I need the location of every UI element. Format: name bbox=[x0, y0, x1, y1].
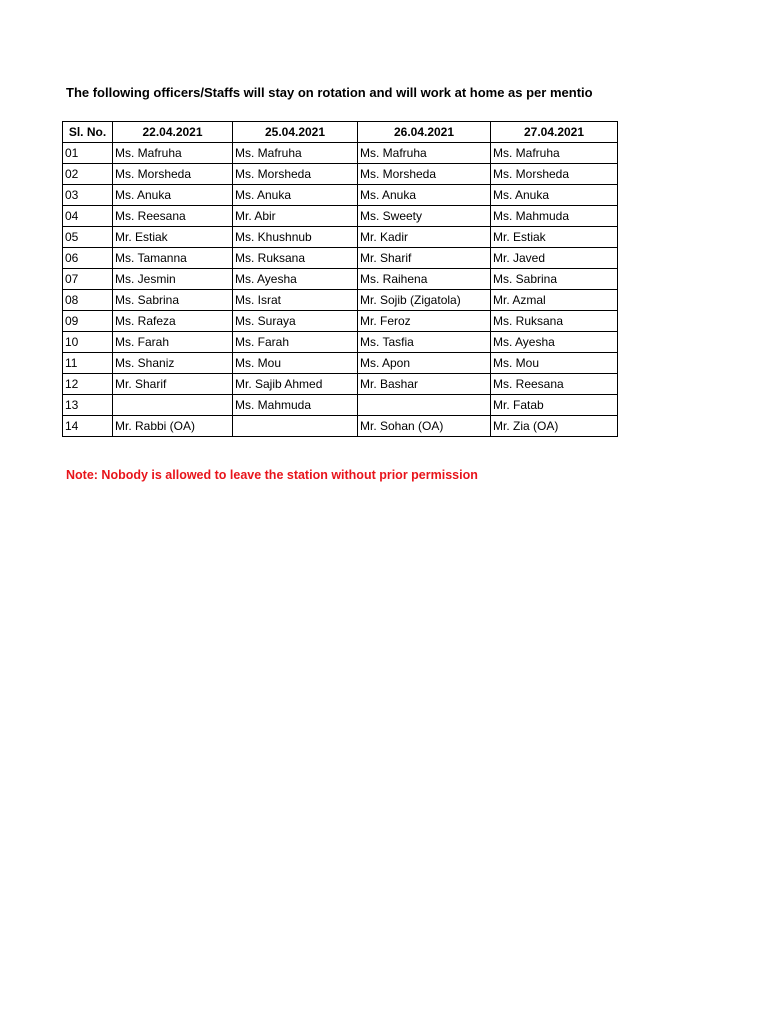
staff-name-cell: Ms. Reesana bbox=[113, 206, 233, 227]
table-row bbox=[63, 206, 618, 227]
staff-name-cell: Mr. Javed bbox=[491, 248, 618, 269]
staff-name-cell: Ms. Sweety bbox=[358, 206, 491, 227]
staff-name-cell: Ms. Ayesha bbox=[233, 269, 358, 290]
staff-name-cell: Mr. Sajib Ahmed bbox=[233, 374, 358, 395]
column-header-date: 25.04.2021 bbox=[233, 122, 358, 143]
staff-name-cell: Ms. Anuka bbox=[233, 185, 358, 206]
staff-name-cell: Mr. Feroz bbox=[358, 311, 491, 332]
serial-number-cell: 13 bbox=[63, 395, 113, 416]
staff-name-cell: Mr. Sharif bbox=[358, 248, 491, 269]
staff-name-cell bbox=[113, 395, 233, 416]
staff-name-cell: Ms. Mahmuda bbox=[491, 206, 618, 227]
staff-name-cell: Ms. Morsheda bbox=[358, 164, 491, 185]
staff-name-cell: Ms. Mafruha bbox=[358, 143, 491, 164]
staff-name-cell: Ms. Israt bbox=[233, 290, 358, 311]
staff-name-cell: Mr. Bashar bbox=[358, 374, 491, 395]
staff-name-cell: Mr. Fatab bbox=[491, 395, 618, 416]
staff-name-cell bbox=[358, 395, 491, 416]
staff-name-cell: Ms. Raihena bbox=[358, 269, 491, 290]
staff-name-cell: Ms. Farah bbox=[233, 332, 358, 353]
staff-name-cell: Ms. Apon bbox=[358, 353, 491, 374]
serial-number-cell: 02 bbox=[63, 164, 113, 185]
table-row bbox=[63, 353, 618, 374]
serial-number-cell: 07 bbox=[63, 269, 113, 290]
staff-name-cell: Mr. Azmal bbox=[491, 290, 618, 311]
staff-name-cell: Ms. Anuka bbox=[113, 185, 233, 206]
staff-name-cell: Ms. Morsheda bbox=[113, 164, 233, 185]
staff-name-cell: Mr. Estiak bbox=[491, 227, 618, 248]
staff-name-cell: Ms. Morsheda bbox=[233, 164, 358, 185]
table-row bbox=[63, 227, 618, 248]
serial-number-cell: 05 bbox=[63, 227, 113, 248]
serial-number-cell: 11 bbox=[63, 353, 113, 374]
staff-name-cell: Ms. Tasfia bbox=[358, 332, 491, 353]
table-row bbox=[63, 395, 618, 416]
staff-name-cell: Ms. Jesmin bbox=[113, 269, 233, 290]
table-row bbox=[63, 143, 618, 164]
serial-number-cell: 12 bbox=[63, 374, 113, 395]
staff-name-cell: Mr. Estiak bbox=[113, 227, 233, 248]
table-body bbox=[63, 143, 618, 437]
staff-name-cell: Mr. Sohan (OA) bbox=[358, 416, 491, 437]
serial-number-cell: 14 bbox=[63, 416, 113, 437]
staff-name-cell: Ms. Mafruha bbox=[113, 143, 233, 164]
staff-name-cell: Ms. Tamanna bbox=[113, 248, 233, 269]
table-row bbox=[63, 332, 618, 353]
staff-name-cell: Mr. Zia (OA) bbox=[491, 416, 618, 437]
page-heading: The following officers/Staffs will stay on rotation and will work at home as per mentio bbox=[66, 85, 593, 100]
staff-name-cell: Ms. Sabrina bbox=[491, 269, 618, 290]
staff-name-cell: Ms. Reesana bbox=[491, 374, 618, 395]
staff-name-cell: Ms. Anuka bbox=[358, 185, 491, 206]
staff-name-cell: Ms. Ruksana bbox=[491, 311, 618, 332]
note-text: Note: Nobody is allowed to leave the station without prior permission bbox=[66, 468, 478, 482]
serial-number-cell: 06 bbox=[63, 248, 113, 269]
staff-name-cell: Mr. Kadir bbox=[358, 227, 491, 248]
table-row bbox=[63, 185, 618, 206]
table-row bbox=[63, 311, 618, 332]
staff-name-cell: Ms. Anuka bbox=[491, 185, 618, 206]
staff-name-cell: Ms. Khushnub bbox=[233, 227, 358, 248]
staff-name-cell: Ms. Suraya bbox=[233, 311, 358, 332]
staff-name-cell: Ms. Ayesha bbox=[491, 332, 618, 353]
staff-name-cell: Ms. Shaniz bbox=[113, 353, 233, 374]
staff-name-cell: Ms. Rafeza bbox=[113, 311, 233, 332]
serial-number-cell: 03 bbox=[63, 185, 113, 206]
table-row bbox=[63, 290, 618, 311]
table-row bbox=[63, 248, 618, 269]
column-header-date: 22.04.2021 bbox=[113, 122, 233, 143]
column-header-serial: Sl. No. bbox=[63, 122, 113, 143]
table-row bbox=[63, 374, 618, 395]
staff-name-cell bbox=[233, 416, 358, 437]
table-header-row bbox=[63, 122, 618, 143]
table-row bbox=[63, 164, 618, 185]
staff-name-cell: Ms. Sabrina bbox=[113, 290, 233, 311]
serial-number-cell: 10 bbox=[63, 332, 113, 353]
staff-name-cell: Ms. Farah bbox=[113, 332, 233, 353]
serial-number-cell: 04 bbox=[63, 206, 113, 227]
staff-name-cell: Mr. Sojib (Zigatola) bbox=[358, 290, 491, 311]
staff-name-cell: Ms. Mafruha bbox=[233, 143, 358, 164]
serial-number-cell: 09 bbox=[63, 311, 113, 332]
staff-name-cell: Mr. Rabbi (OA) bbox=[113, 416, 233, 437]
table-row bbox=[63, 416, 618, 437]
table-row bbox=[63, 269, 618, 290]
staff-name-cell: Ms. Mahmuda bbox=[233, 395, 358, 416]
column-header-date: 26.04.2021 bbox=[358, 122, 491, 143]
staff-name-cell: Ms. Ruksana bbox=[233, 248, 358, 269]
staff-name-cell: Mr. Sharif bbox=[113, 374, 233, 395]
staff-name-cell: Ms. Mou bbox=[233, 353, 358, 374]
staff-name-cell: Ms. Mafruha bbox=[491, 143, 618, 164]
staff-name-cell: Ms. Mou bbox=[491, 353, 618, 374]
rotation-table bbox=[62, 121, 618, 437]
staff-name-cell: Ms. Morsheda bbox=[491, 164, 618, 185]
serial-number-cell: 01 bbox=[63, 143, 113, 164]
staff-name-cell: Mr. Abir bbox=[233, 206, 358, 227]
serial-number-cell: 08 bbox=[63, 290, 113, 311]
column-header-date: 27.04.2021 bbox=[491, 122, 618, 143]
